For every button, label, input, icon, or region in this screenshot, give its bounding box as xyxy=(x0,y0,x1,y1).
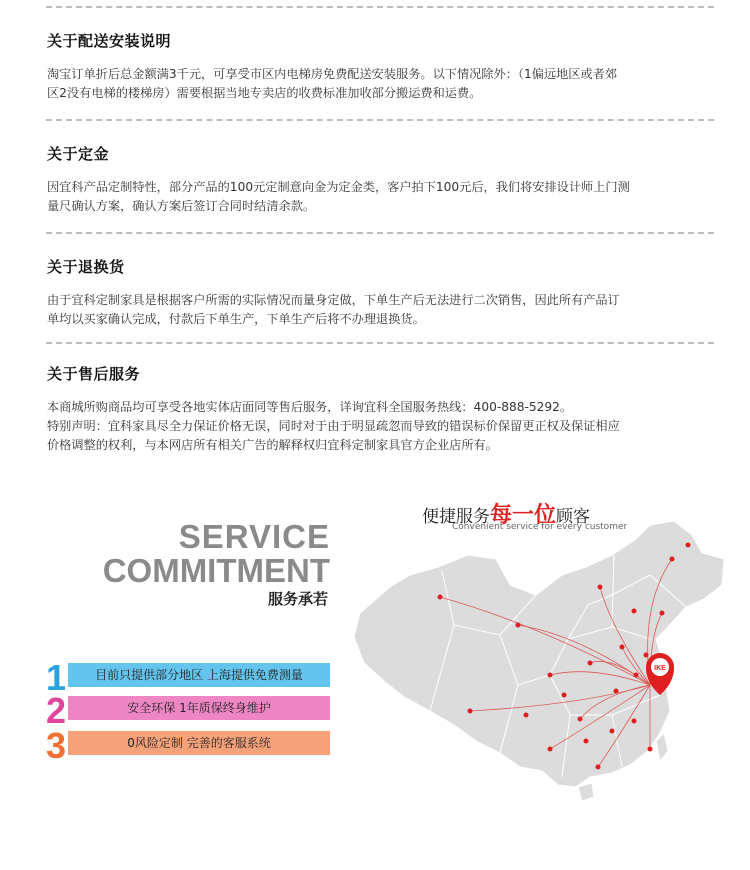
city-dot xyxy=(644,653,649,658)
city-dot xyxy=(686,543,691,548)
section-title: 关于退换货 xyxy=(47,258,125,276)
service-commitment-title: SERVICE COMMITMENT xyxy=(102,518,330,589)
commitment-item: 目前只提供部分地区 上海提供免费测量 xyxy=(68,663,330,687)
city-dot xyxy=(614,689,619,694)
china-map-graphic xyxy=(350,515,730,805)
section-title: 关于售后服务 xyxy=(47,365,141,383)
city-dot xyxy=(468,709,473,714)
section-title: 关于定金 xyxy=(47,145,110,163)
city-dot xyxy=(598,585,603,590)
commitment-number: 2 xyxy=(46,690,67,731)
delivery-section xyxy=(47,30,712,103)
section-text: 因宜科产品定制特性，部分产品的100元定制意向金为定金类，客户拍下100元后，我们将安排设计师上门测 量尺确认方案，确认方案后签订合同时结清余款。 xyxy=(47,180,630,213)
section-text: 淘宝订单折后总金额满3千元，可享受市区内电梯房免费配送安装服务。以下情况除外：（1偏远地区或者郊 区2没有电梯的楼梯房）需要根据当地专卖店的收费标准加收部分搬运费和运费。 xyxy=(47,67,618,100)
deposit-section xyxy=(47,143,712,216)
pin-label: IKE xyxy=(654,665,666,672)
city-dot xyxy=(438,595,443,600)
city-dot xyxy=(660,611,665,616)
city-dot xyxy=(584,739,589,744)
commitment-item: 安全环保 1年质保终身维护 xyxy=(68,696,330,720)
city-dot xyxy=(632,609,637,614)
city-dot xyxy=(596,765,601,770)
map-title: 便捷服务每一位顾客 xyxy=(422,503,591,528)
divider xyxy=(46,119,714,121)
divider xyxy=(46,6,714,8)
city-dot xyxy=(620,645,625,650)
city-dot xyxy=(548,673,553,678)
aftersales-section xyxy=(47,363,712,455)
divider xyxy=(46,342,714,344)
section-text: 本商城所购商品均可享受各地实体店面同等售后服务，详询宜科全国服务热线：400-888-5292。 特别声明：宜科家具尽全力保证价格无误，同时对于由于明显疏忽而导致的错误标价保留更正权及保证相应 价格调整的权利，与本网店所有相关广告的解释权归宜科定制家具官方企业店所有。 xyxy=(47,400,620,452)
city-dot xyxy=(562,693,567,698)
section-text: 由于宜科定制家具是根据客户所需的实际情况而量身定做，下单生产后无法进行二次销售，因此所有产品订 单均以买家确认完成，付款后下单生产，下单生产后将不办理退换货。 xyxy=(47,293,620,326)
service-commitment-subtitle: 服务承若 xyxy=(267,590,328,608)
divider xyxy=(46,232,714,234)
city-dot xyxy=(524,713,529,718)
map-subtitle: Convenient service for every customer xyxy=(452,522,628,532)
service-commitment-banner xyxy=(0,480,750,870)
city-dot xyxy=(648,747,653,752)
commitment-item: 0风险定制 完善的客服系统 xyxy=(68,731,330,755)
commitment-number: 1 xyxy=(46,657,67,698)
city-dot xyxy=(578,717,583,722)
commitment-number: 3 xyxy=(46,725,67,766)
return-section xyxy=(47,256,712,329)
section-title: 关于配送安装说明 xyxy=(47,32,172,50)
city-dot xyxy=(670,557,675,562)
city-dot xyxy=(548,747,553,752)
city-dot xyxy=(632,719,637,724)
city-dot xyxy=(588,661,593,666)
city-dot xyxy=(516,623,521,628)
city-dot xyxy=(634,673,639,678)
city-dot xyxy=(610,729,615,734)
